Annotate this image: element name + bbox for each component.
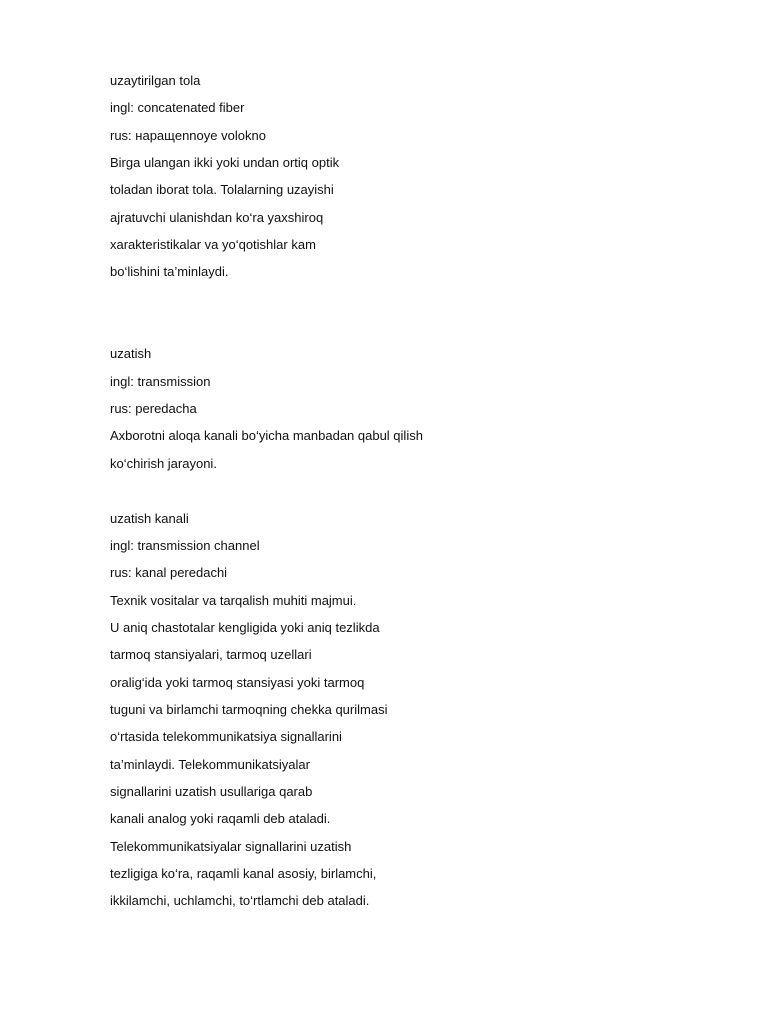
- document-page: [110, 67, 710, 915]
- definition-line: U aniq chastotalar kengligida yoki aniq tezlikda: [110, 619, 380, 635]
- glossary-entry: [110, 340, 710, 477]
- definition-line: Axborotni aloqa kanali bo‘yicha manbadan qabul qilish: [110, 428, 423, 444]
- entry-english: ingl: concatenated fiber: [110, 100, 245, 116]
- glossary-entry: [110, 67, 710, 286]
- entry-russian: rus: kanal peredachi: [110, 565, 228, 581]
- definition-line: oralig‘ida yoki tarmoq stansiyasi yoki tarmoq: [110, 674, 365, 690]
- definition-line: Birga ulangan ikki yoki undan ortiq optik: [110, 155, 340, 171]
- definition-line: ko‘chirish jarayoni.: [110, 455, 217, 471]
- entry-english: ingl: transmission: [110, 373, 211, 389]
- definition-line: kanali analog yoki raqamli deb ataladi.: [110, 811, 331, 827]
- entry-spacer: [110, 477, 710, 504]
- definition-line: xarakteristikalar va yo‘qotishlar kam: [110, 237, 316, 253]
- definition-line: o‘rtasida telekommunikatsiya signallarini: [110, 729, 342, 745]
- entry-term: uzatish kanali: [110, 510, 189, 526]
- definition-line: ta’minlaydi. Telekommunikatsiyalar: [110, 756, 310, 772]
- definition-line: tarmoq stansiyalari, tarmoq uzellari: [110, 647, 312, 663]
- definition-line: tuguni va birlamchi tarmoqning chekka qurilmasi: [110, 701, 388, 717]
- entry-english: ingl: transmission channel: [110, 537, 260, 553]
- definition-line: bo‘lishini ta’minlaydi.: [110, 264, 229, 280]
- entry-term: uzaytirilgan tola: [110, 73, 201, 88]
- definition-line: signallarini uzatish usullariga qarab: [110, 783, 313, 799]
- definition-line: tezligiga ko‘ra, raqamli kanal asosiy, birlamchi,: [110, 865, 377, 881]
- definition-line: ikkilamchi, uchlamchi, to‘rtlamchi deb ataladi.: [110, 893, 370, 909]
- definition-line: ajratuvchi ulanishdan ko‘ra yaxshiroq: [110, 209, 324, 225]
- entry-russian: rus: наращennoye volokno: [110, 127, 266, 143]
- definition-line: Telekommunikatsiyalar signallarini uzatish: [110, 838, 352, 854]
- entry-term: uzatish: [110, 346, 152, 362]
- definition-line: toladan iborat tola. Tolalarning uzayishi: [110, 182, 334, 198]
- entry-spacer: [110, 286, 710, 341]
- entry-russian: rus: peredacha: [110, 401, 197, 417]
- definition-line: Texnik vositalar va tarqalish muhiti majmui.: [110, 592, 357, 608]
- glossary-entry: [110, 505, 710, 915]
